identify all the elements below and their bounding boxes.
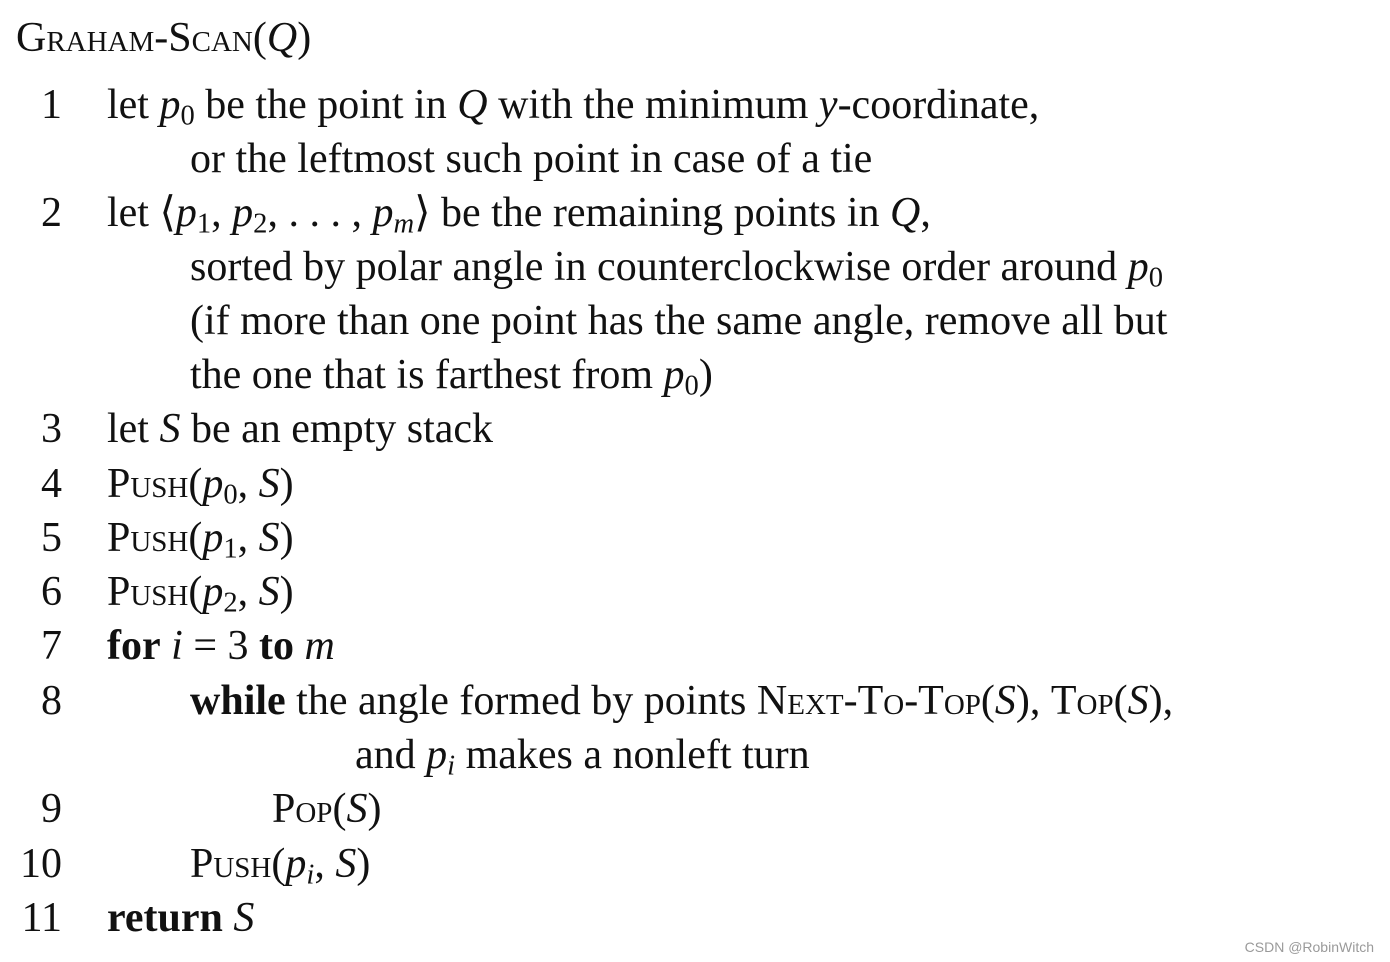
line-content: let $p_0$ be the point in Q with the minimum y-coordinate,	[107, 82, 1040, 132]
pseudocode-line-7	[0, 619, 1390, 673]
algorithm-title: Graham-Scan(Q)	[16, 15, 312, 61]
line-number: 10	[20, 841, 62, 887]
line-content: let $⟨p_1$, $p_2$, . . . , $p_m⟩$ be the remaining points in Q,	[107, 190, 931, 240]
line-content: $Push(p_i$, S)	[190, 841, 371, 891]
line-number: 8	[41, 678, 62, 724]
pseudocode-line-2-continuation	[0, 348, 1390, 402]
pseudocode-line-9	[0, 782, 1390, 836]
line-number: 1	[41, 82, 62, 128]
pseudocode-line-4	[0, 457, 1390, 511]
algorithm-param: Q	[266, 15, 298, 61]
line-content: Pop(S)	[272, 786, 382, 832]
pseudocode-line-1-continuation	[0, 132, 1390, 186]
pseudocode-line-1	[0, 78, 1390, 132]
keyword-for: for	[107, 623, 161, 669]
line-number: 4	[41, 461, 62, 507]
line-content: (if more than one point has the same angle, remove all but	[190, 298, 1168, 344]
pseudocode-line-2	[0, 186, 1390, 240]
line-number: 3	[41, 406, 62, 452]
keyword-to: to	[259, 623, 294, 669]
keyword-while: while	[190, 678, 286, 724]
line-number: 2	[41, 190, 62, 236]
line-number: 6	[41, 569, 62, 615]
line-content: the one that is farthest from $p_0$)	[190, 352, 713, 402]
pseudocode-line-8-continuation	[0, 728, 1390, 782]
line-content: and $p_i$ makes a nonleft turn	[355, 732, 810, 782]
line-number: 9	[41, 786, 62, 832]
line-content: return S	[107, 895, 255, 941]
pseudocode-line-8	[0, 674, 1390, 728]
line-number: 7	[41, 623, 62, 669]
line-content: $Push(p_0$, S)	[107, 461, 294, 511]
pseudocode-line-3	[0, 402, 1390, 456]
keyword-return: return	[107, 895, 223, 941]
algorithm-name: Graham-Scan	[16, 15, 253, 61]
pseudocode-line-11	[0, 891, 1390, 945]
line-content: for i = 3 to m	[107, 623, 335, 669]
pseudocode-line-2-continuation	[0, 240, 1390, 294]
pseudocode-line-2-continuation	[0, 294, 1390, 348]
pseudocode-line-5	[0, 511, 1390, 565]
line-content: let S be an empty stack	[107, 406, 494, 452]
line-number: 11	[21, 895, 62, 941]
line-number: 5	[41, 515, 62, 561]
line-content: while the angle formed by points Next-To-Top(S), Top(S),	[190, 678, 1174, 724]
line-content: sorted by polar angle in counterclockwise order around $p_0$	[190, 244, 1163, 294]
watermark: CSDN @RobinWitch	[1244, 939, 1374, 955]
pseudocode-line-6	[0, 565, 1390, 619]
line-content: $Push(p_1$, S)	[107, 515, 294, 565]
pseudocode-line-10	[0, 837, 1390, 891]
line-content: or the leftmost such point in case of a tie	[190, 136, 873, 182]
line-content: $Push(p_2$, S)	[107, 569, 294, 619]
